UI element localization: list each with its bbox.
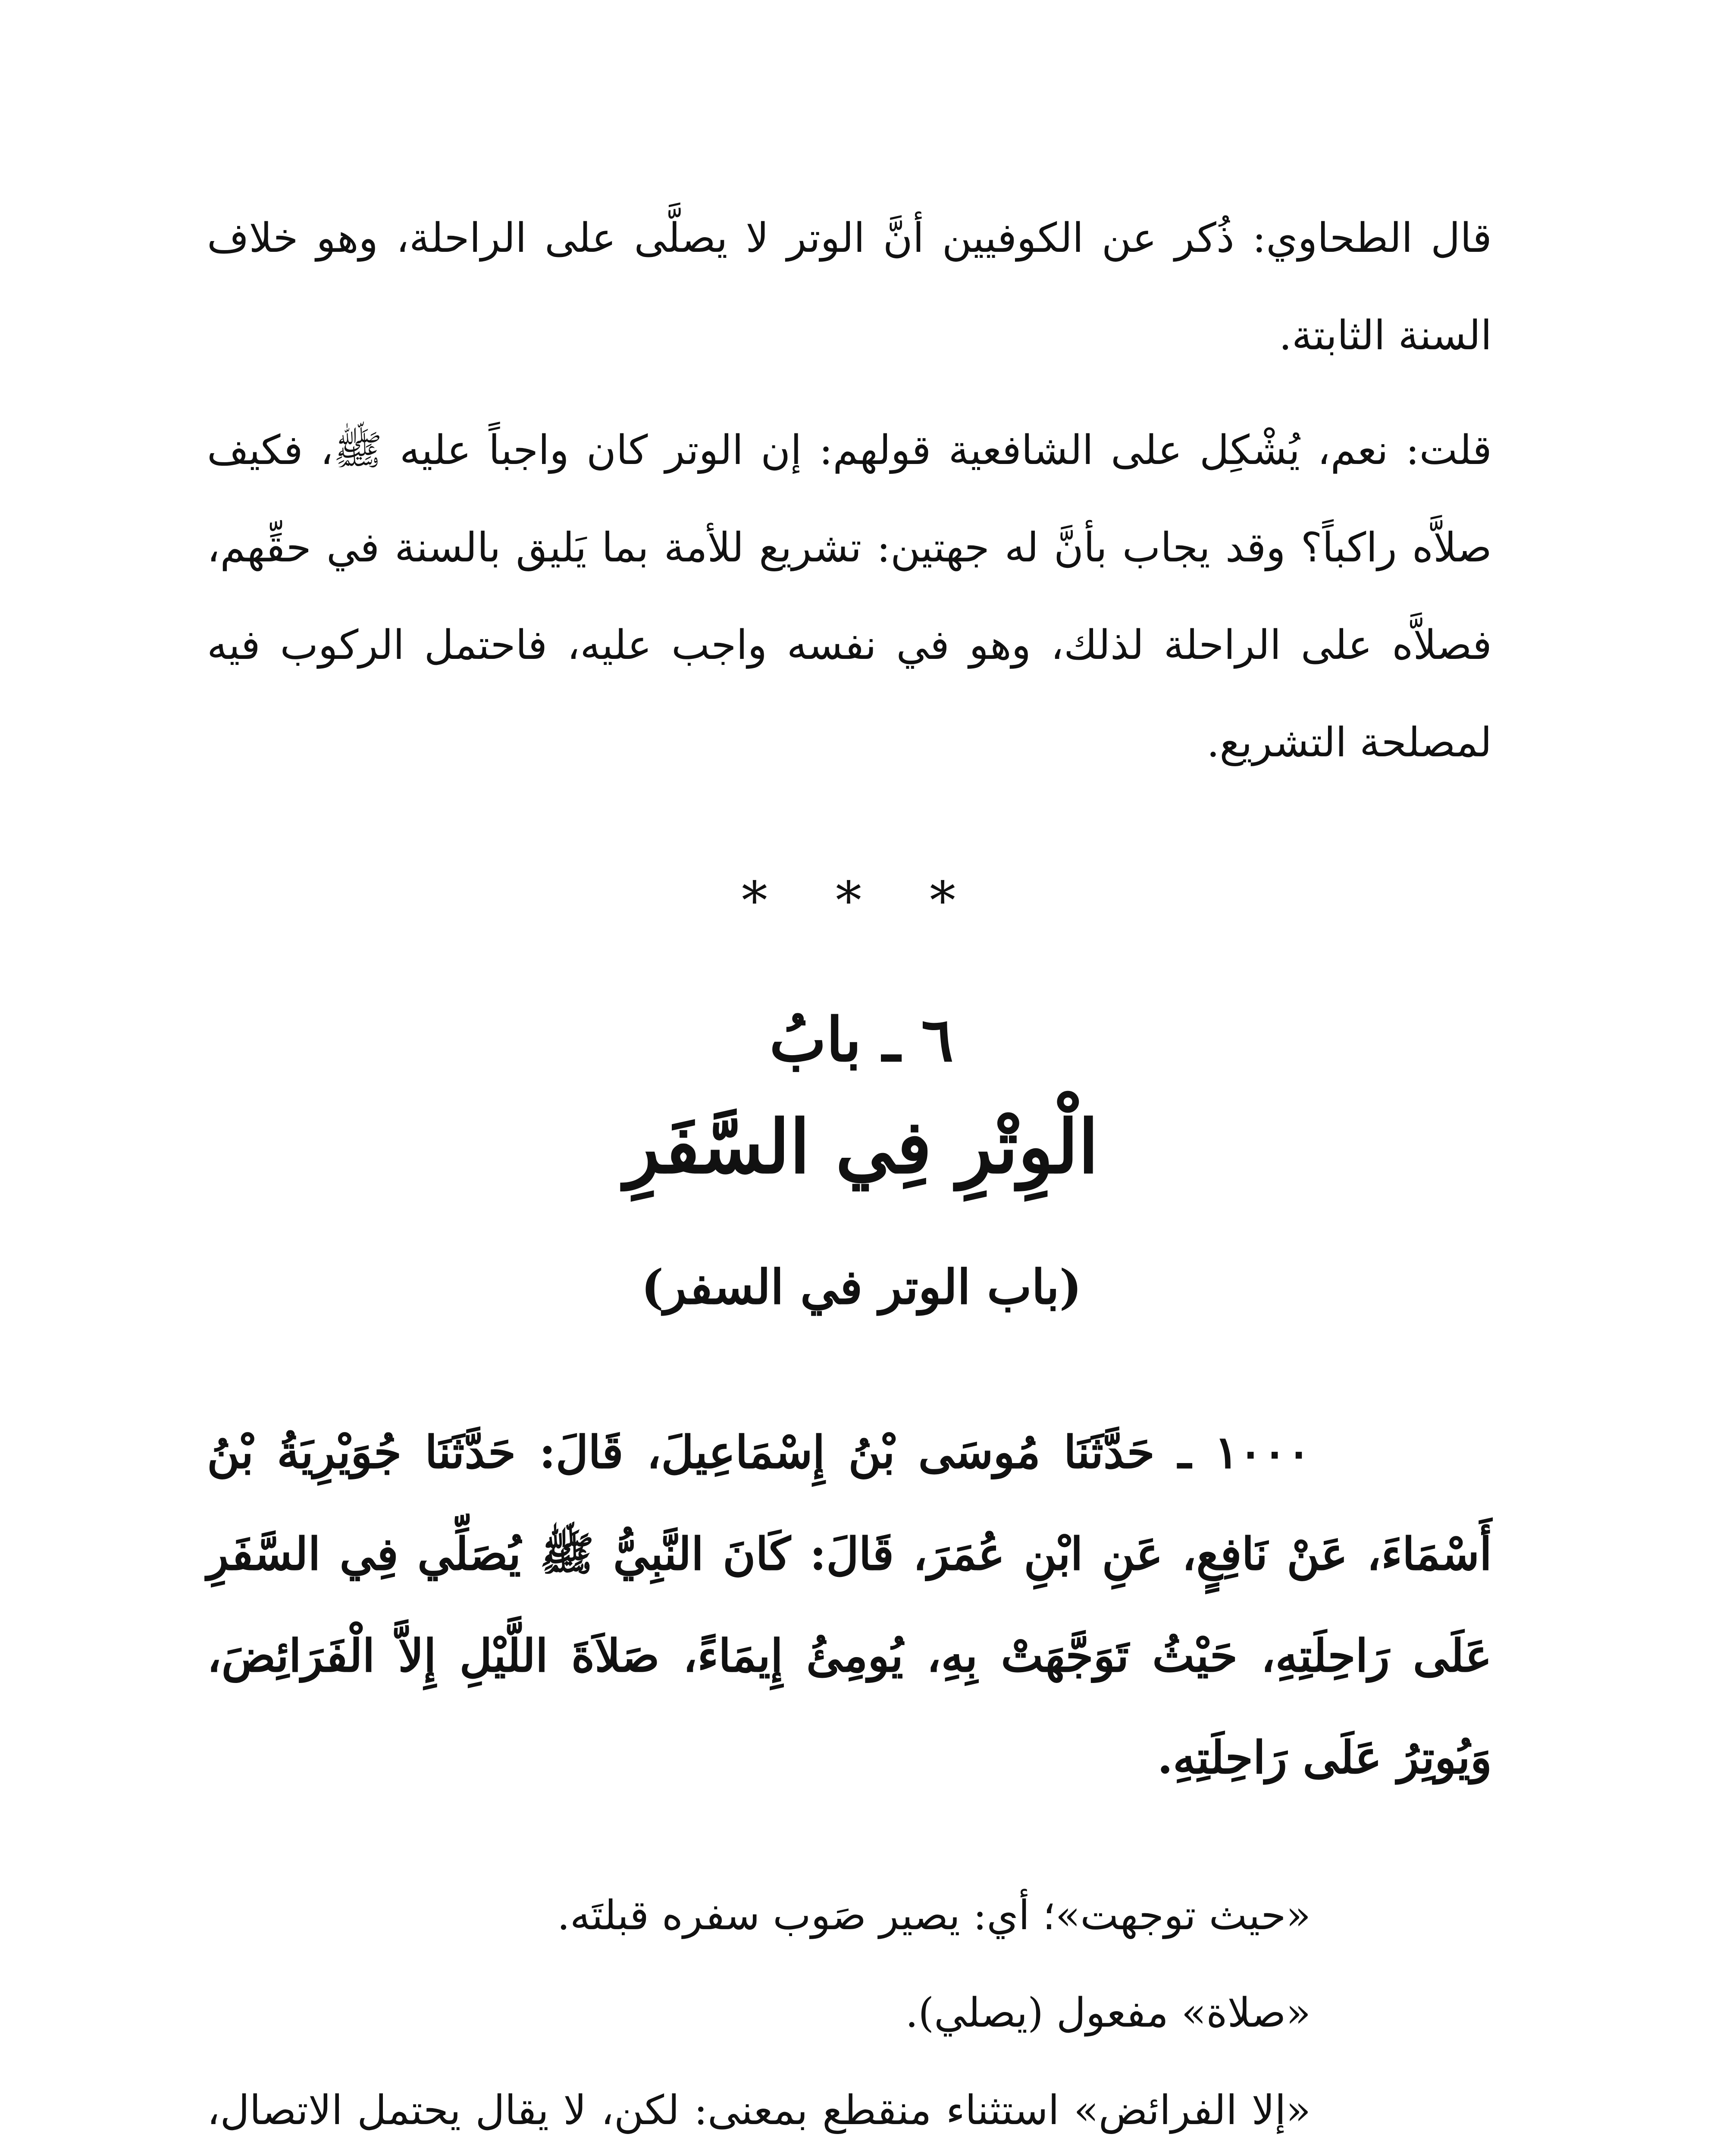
section-separator: * * * <box>741 871 982 931</box>
chapter-title: الْوِتْرِ فِي السَّفَرِ <box>624 1104 1099 1190</box>
commentary-line-1: «حيث توجهت»؛ أي: يصير صَوب سفره قبلتَه. <box>557 1892 1311 1939</box>
chapter-number: ٦ ـ بابُ <box>769 1005 954 1075</box>
paragraph-tahawi: قال الطحاوي: ذُكر عن الكوفيين أنَّ الوتر لا يصلَّى على الراحلة، وهو خلاف السنة الثابتة. <box>207 215 1492 359</box>
commentary-line-3: «إلا الفرائض» استثناء منقطع بمعنى: لكن، لا يقال يحتمل الاتصال، <box>207 2087 1311 2134</box>
opening-commentary <box>207 190 1492 792</box>
hadith-text: ١٠٠٠ ـ حَدَّثَنَا مُوسَى بْنُ إِسْمَاعِيلَ، قَالَ: حَدَّثَنَا جُوَيْرِيَةُ بْنُ أَسْمَاءَ، عَنْ نَافِعٍ، عَنِ ابْنِ عُمَرَ، قَالَ: كَانَ النَّبِيُّ ﷺ يُصَلِّي فِي السَّفَرِ عَلَى رَاحِلَتِهِ، حَيْثُ تَوَجَّهَتْ بِهِ، يُومِئُ إِيمَاءً، صَلاَةَ اللَّيْلِ إِلاَّ الْفَرَائِضَ، وَيُوتِرُ عَلَى رَاحِلَتِهِ. <box>207 1426 1492 1784</box>
chapter-subtitle: (باب الوتر في السفر) <box>641 1259 1082 1315</box>
hadith-commentary <box>207 1867 1492 2156</box>
paragraph-qultu: قلت: نعم، يُشْكِل على الشافعية قولهم: إن الوتر كان واجباً عليه ﷺ، فكيف صلاَّه راكباً؟ وقد يجاب بأنَّ له جهتين: تشريع للأمة بما يَليق بالسنة في حقِّهم، فصلاَّه على الراحلة لذلك، وهو في نفسه واجب عليه، فاحتمل الركوب فيه لمصلحة التشريع. <box>207 427 1492 766</box>
commentary-line-2: «صلاة» مفعول (يصلي). <box>905 1990 1311 2037</box>
